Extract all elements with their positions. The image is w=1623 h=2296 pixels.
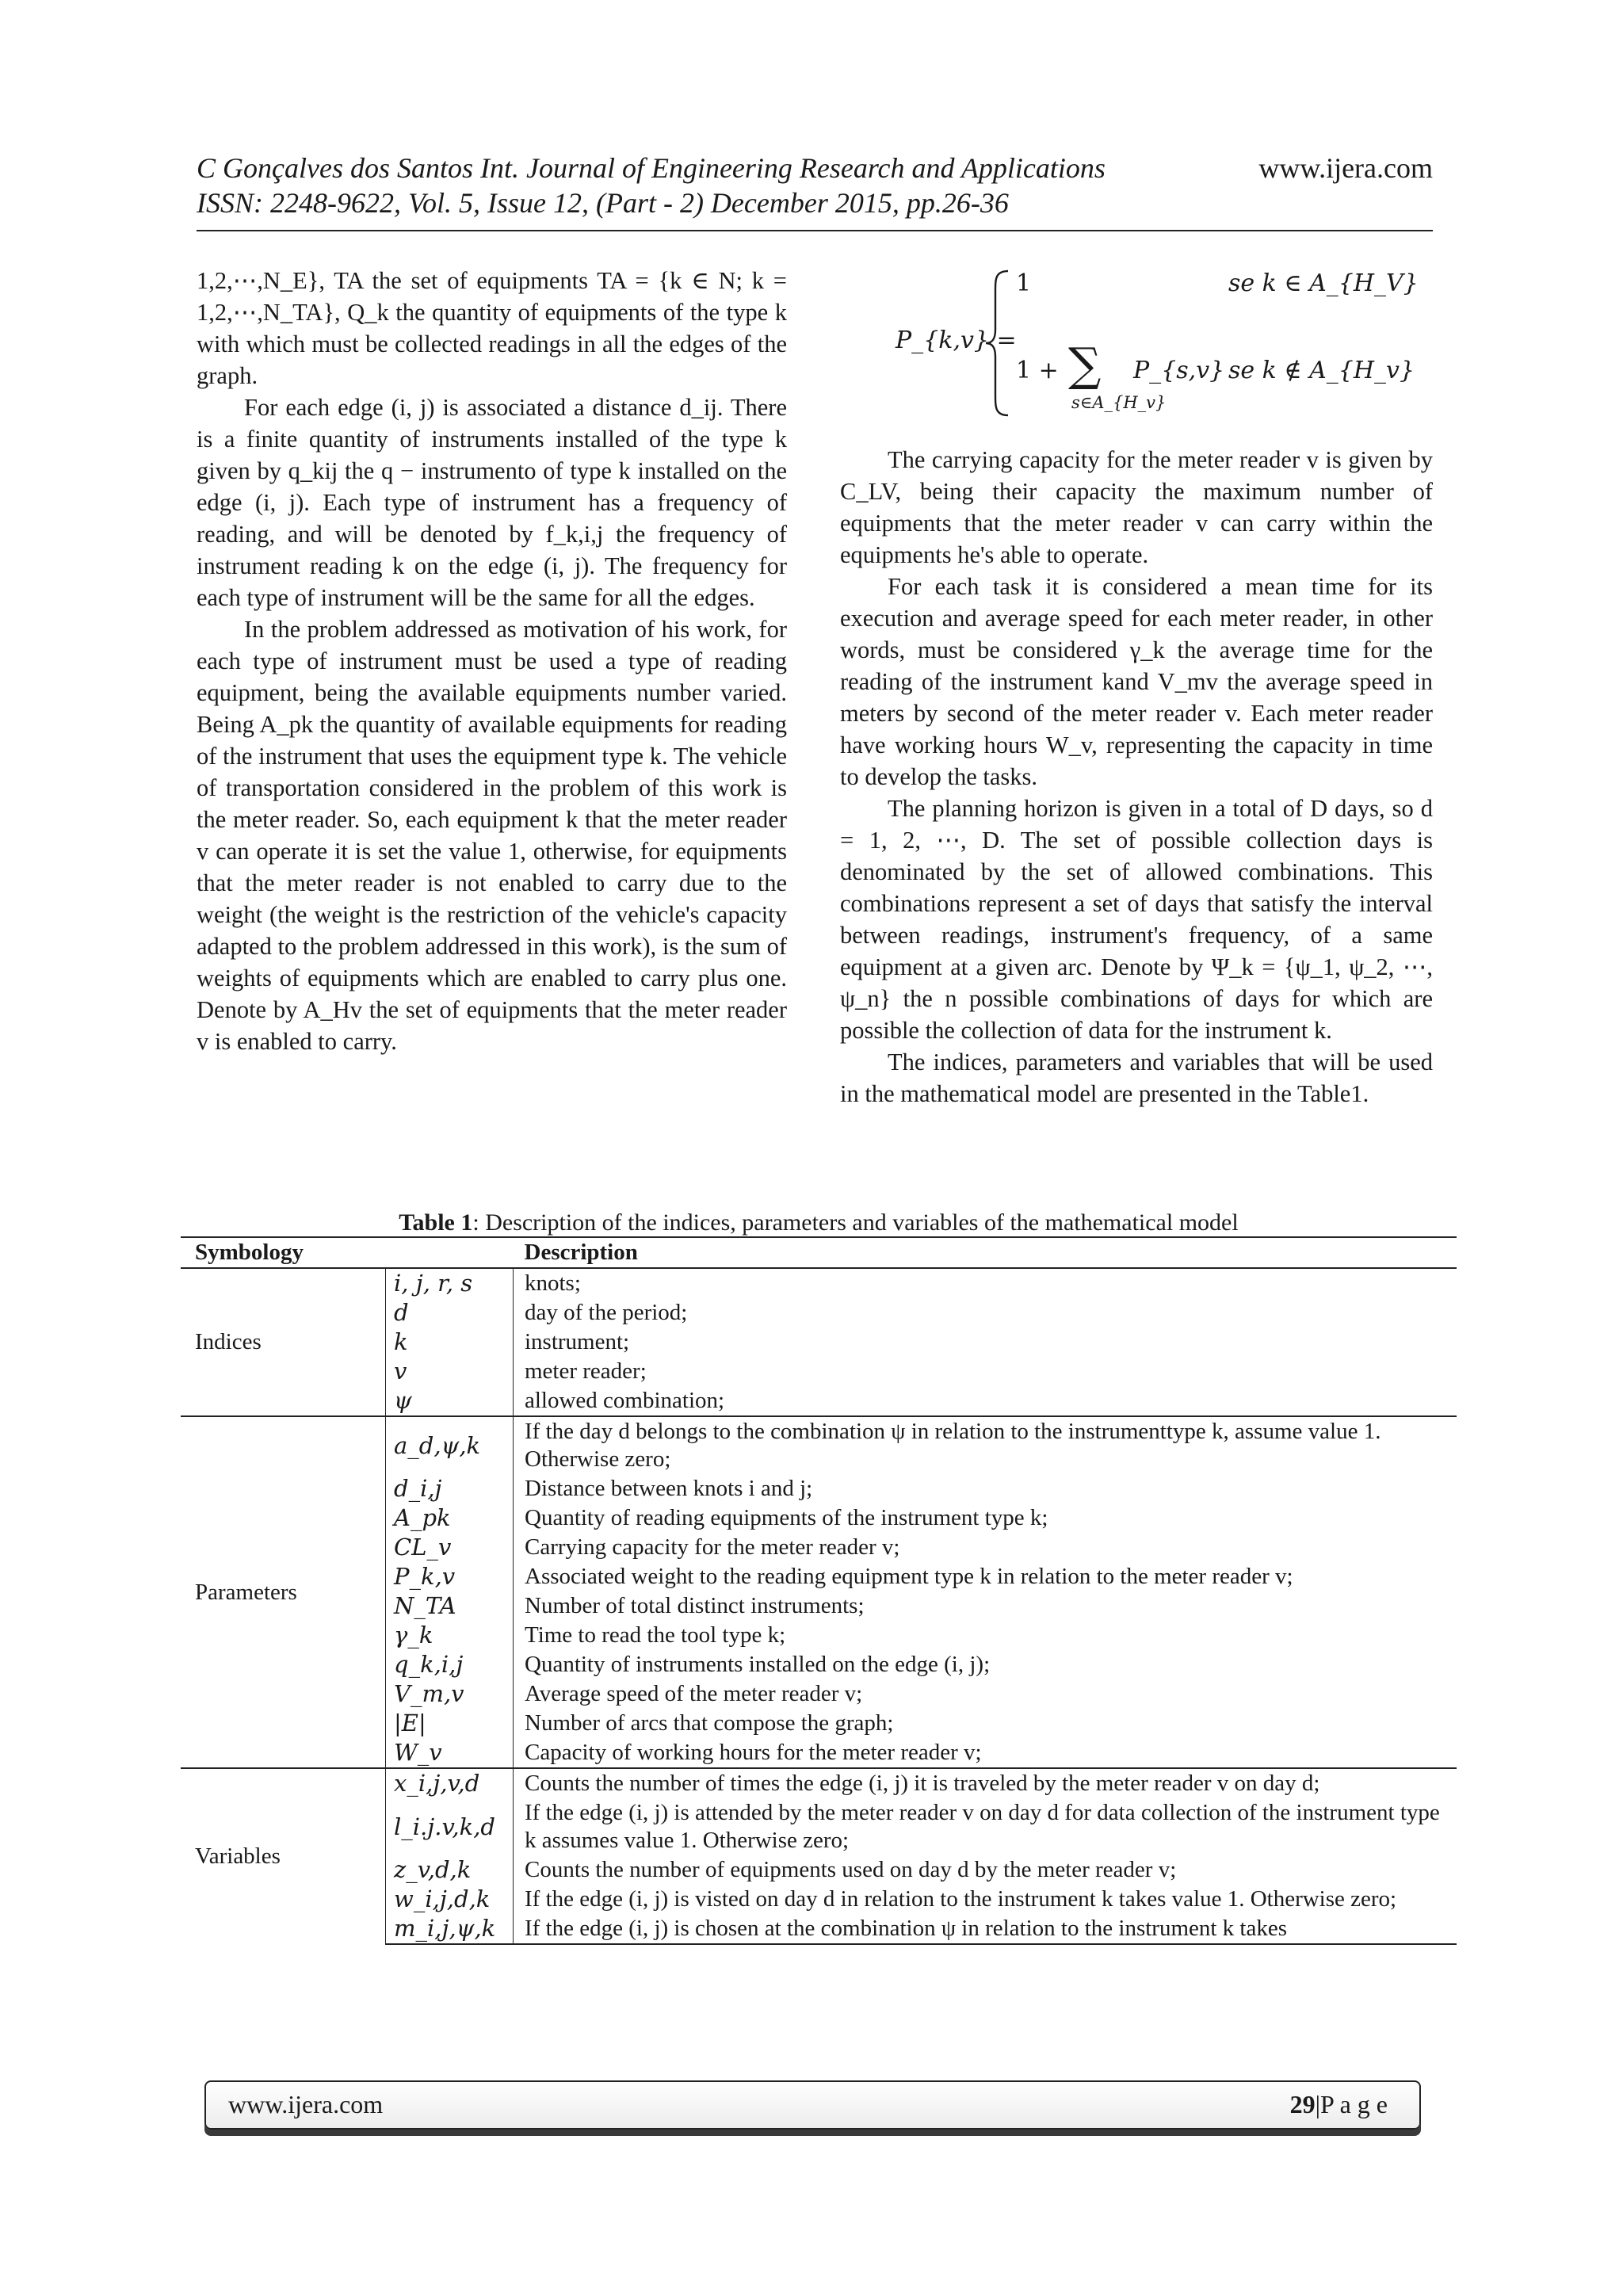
symbol-cell: k <box>386 1328 514 1357</box>
case1-condition: se k ∈ A_{H_V} <box>1228 269 1419 297</box>
description-cell: Counts the number of times the edge (i, j) it is traveled by the meter reader v on day d; <box>514 1768 1457 1798</box>
header-line-1 <box>197 151 1433 185</box>
right-column <box>840 444 1433 1110</box>
symbol-cell: V_m,v <box>386 1679 514 1709</box>
equation-lhs: P_{k,v} = <box>896 327 1017 354</box>
symbol-cell: w_i,j,d,k <box>386 1885 514 1914</box>
paragraph: The indices, parameters and variables that will be used in the mathematical model are presented in the Table1. <box>840 1049 1433 1107</box>
paragraph: The carrying capacity for the meter reader v is given by C_LV, being their capacity the maximum number of equipments that the meter reader v can carry within the equipments he's able to operate. <box>840 446 1433 568</box>
header-symbology: Symbology <box>181 1237 514 1268</box>
description-cell: Capacity of working hours for the meter reader v; <box>525 1740 982 1765</box>
description-cell: Quantity of reading equipments of the instrument type k; <box>525 1505 1048 1530</box>
description-cell: Quantity of instruments installed on the edge (i, j); <box>525 1652 991 1677</box>
description-cell: Time to read the tool type k; <box>525 1622 786 1648</box>
page-number: 29 <box>1289 2090 1316 2118</box>
group-indices: Indices <box>181 1268 386 1416</box>
description-cell: Average speed of the meter reader v; <box>525 1681 863 1706</box>
header-description: Description <box>514 1237 1457 1268</box>
running-header <box>197 151 1433 220</box>
description-cell: day of the period; <box>525 1300 688 1325</box>
symbol-cell: |E| <box>386 1709 514 1738</box>
table-caption-label: Table 1 <box>399 1209 473 1236</box>
description-cell: Counts the number of equipments used on day d by the meter reader v; <box>525 1857 1177 1882</box>
symbol-cell: x_i,j,v,d <box>386 1768 514 1798</box>
left-brace <box>983 268 1011 418</box>
page-label: |P a g e <box>1315 2090 1388 2118</box>
page-indicator <box>1290 2090 1388 2119</box>
description-cell: knots; <box>525 1270 581 1296</box>
group-parameters: Parameters <box>181 1416 386 1768</box>
description-cell: Distance between knots i and j; <box>525 1476 813 1501</box>
case2-value: 1 + <box>1016 357 1059 384</box>
symbol-cell: i, j, r, s <box>386 1268 514 1298</box>
table-header-row <box>181 1237 1457 1268</box>
symbol-cell: W_v <box>386 1738 514 1768</box>
symbol-cell: CL_v <box>386 1533 514 1562</box>
header-rule <box>197 230 1433 231</box>
description-cell: instrument; <box>525 1329 630 1354</box>
symbol-cell: γ_k <box>386 1621 514 1650</box>
case1-value: 1 <box>1016 269 1032 297</box>
description-cell: If the day d belongs to the combination ψ in relation to the instrumenttype k, assume value 1. Otherwise zero; <box>514 1416 1457 1474</box>
symbol-cell: d_i,j <box>386 1474 514 1503</box>
description-cell: Associated weight to the reading equipment type k in relation to the meter reader v; <box>525 1564 1293 1589</box>
summation-subscript: s∈A_{H_v} <box>1071 393 1167 412</box>
description-cell: Carrying capacity for the meter reader v; <box>525 1534 900 1560</box>
symbol-cell: A_pk <box>386 1503 514 1533</box>
header-line-2: ISSN: 2248-9622, Vol. 5, Issue 12, (Part - 2) December 2015, pp.26-36 <box>197 187 1009 219</box>
symbol-cell: z_v,d,k <box>386 1855 514 1885</box>
symbol-cell: v <box>386 1357 514 1386</box>
symbol-cell: ψ <box>386 1386 514 1416</box>
group-variables: Variables <box>181 1768 386 1944</box>
symbol-cell: P_k,v <box>386 1562 514 1591</box>
table-caption <box>181 1208 1457 1238</box>
description-cell: Number of arcs that compose the graph; <box>525 1710 894 1736</box>
table-row <box>181 1268 1457 1298</box>
weight-equation <box>840 262 1442 420</box>
description-cell: meter reader; <box>525 1358 647 1384</box>
table-caption-text: : Description of the indices, parameters and variables of the mathematical model <box>472 1209 1239 1236</box>
symbol-cell: d <box>386 1298 514 1328</box>
paragraph: For each task it is considered a mean time for its execution and average speed for each meter reader, in other words, must be considered γ_k the average time for the reading of the instrument kand V_mv the average speed in meters by second of the meter reader v. Each meter reader have working hours W_v, representing the capacity in time to develop the tasks. <box>840 573 1433 790</box>
paragraph: For each edge (i, j) is associated a distance d_ij. There is a finite quantity of instruments installed of the type k given by q_kij the q − instrumento of type k installed on the edge (i, j). Each type of instrument has a frequency of reading, and will be denoted by f_k,i,j the frequency of instrument reading k on the edge (i, j). The frequency for each type of instrument will be the same for all the edges. <box>197 394 787 611</box>
description-cell: If the edge (i, j) is chosen at the combination ψ in relation to the instrument k takes <box>514 1914 1457 1944</box>
summation-icon: ∑ <box>1068 338 1102 392</box>
footer-url[interactable]: www.ijera.com <box>228 2090 384 2118</box>
journal-citation: C Gonçalves dos Santos Int. Journal of Engineering Research and Applications <box>197 152 1106 184</box>
left-column <box>197 265 787 1057</box>
symbol-cell: m_i,j,ψ,k <box>386 1914 514 1944</box>
table-row <box>181 1768 1457 1798</box>
description-cell: Number of total distinct instruments; <box>525 1593 865 1618</box>
description-cell: If the edge (i, j) is attended by the meter reader v on day d for data collection of the instrument type k assumes value 1. Otherwise zero; <box>525 1800 1440 1853</box>
symbol-cell: N_TA <box>386 1591 514 1621</box>
description-cell: allowed combination; <box>525 1388 725 1413</box>
paragraph: The planning horizon is given in a total of D days, so d = 1, 2, ⋯, D. The set of possible collection days is denominated by the set of allowed combinations. This combinations represent a set of days that satisfy the interval between readings, instrument's frequency, of a same equipment at a given arc. Denote by Ψ_k = {ψ_1, ψ_2, ⋯, ψ_n} the n possible combinations of days for which are possible the collection of data for the instrument k. <box>840 795 1433 1044</box>
case2-condition: se k ∉ A_{H_v} <box>1228 357 1415 384</box>
paragraph: 1,2,⋯,N_E}, TA the set of equipments TA = {k ∈ N; k = 1,2,⋯,N_TA}, Q_k the quantity of equipments of the type k with which must be collected readings in all the edges of the graph. <box>197 267 787 389</box>
page-footer <box>204 2080 1421 2130</box>
case2-term: P_{s,v} <box>1133 357 1225 384</box>
symbol-cell: l_i.j.v,k,d <box>386 1798 514 1855</box>
symbols-table <box>181 1236 1457 1945</box>
header-url[interactable]: www.ijera.com <box>1258 152 1433 184</box>
symbol-cell: a_d,ψ,k <box>386 1416 514 1474</box>
symbol-cell: q_k,i,j <box>386 1650 514 1679</box>
description-cell: If the edge (i, j) is visted on day d in relation to the instrument k takes value 1. Otherwise zero; <box>525 1886 1397 1912</box>
paragraph: In the problem addressed as motivation of his work, for each type of instrument must be used a type of reading equipment, being the available equipments number varied. Being A_pk the quantity of available equipments for reading of the instrument that uses the equipment type k. The vehicle of transportation considered in the problem of this work is the meter reader. So, each equipment k that the meter reader v can operate it is set the value 1, otherwise, for equipments that the meter reader is not enabled to carry due to the weight (the weight is the restriction of the vehicle's capacity adapted to the problem addressed in this work), is the sum of weights of equipments which are enabled to carry plus one. Denote by A_Hv the set of equipments that the meter reader v is enabled to carry. <box>197 616 787 1055</box>
table-row <box>181 1416 1457 1474</box>
